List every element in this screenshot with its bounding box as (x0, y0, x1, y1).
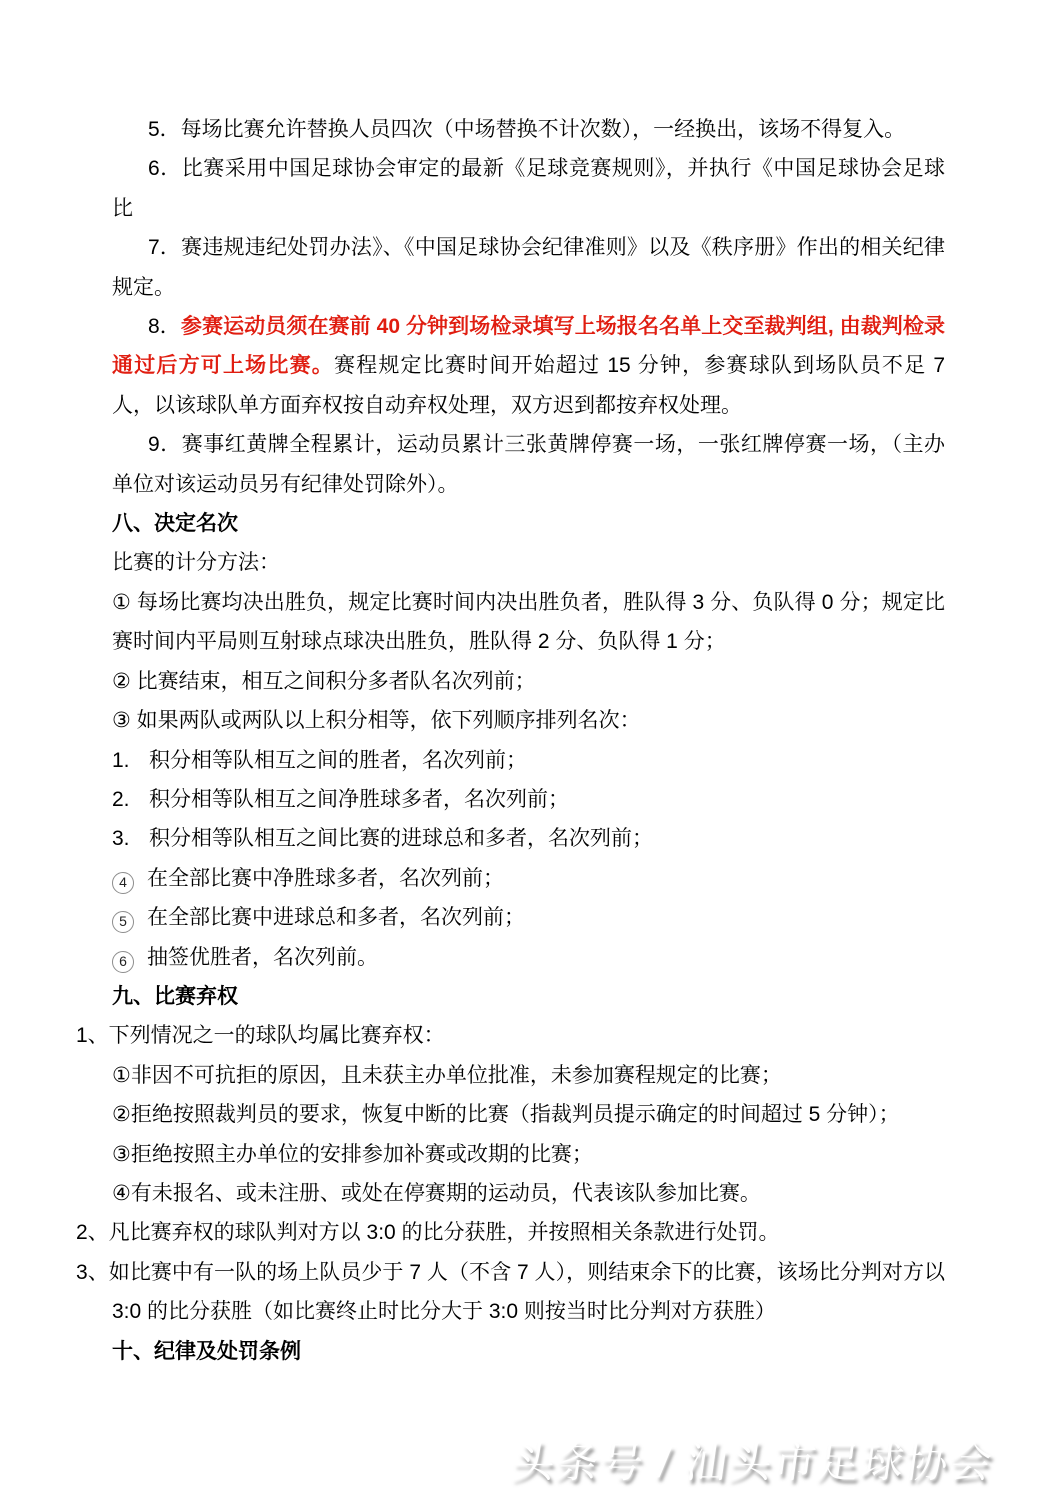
scoring-rule-2: ② 比赛结束，相互之间积分多者队名次列前； (112, 669, 536, 693)
tiebreak-2-text: 积分相等队相互之间净胜球多者，名次列前； (149, 787, 569, 811)
circled-6-marker: 6 (112, 951, 134, 973)
tiebreak-rule-2 (112, 780, 945, 819)
forfeit-condition-4: ④有未报名、或未注册、或处在停赛期的运动员，代表该队参加比赛。 (112, 1181, 761, 1205)
rule-6-paragraph: 6．比赛采用中国足球协会审定的最新《足球竞赛规则》，并执行《中国足球协会足球比 (112, 157, 945, 220)
scoring-method-intro: 比赛的计分方法： (112, 551, 280, 575)
forfeit-rule-3: 3、如比赛中有一队的场上队员少于 7 人（不含 7 人），则结束余下的比赛，该场比分判对方以 3:0 的比分获胜（如比赛终止时比分大于 3:0 则按当时比分判对方获胜） (76, 1260, 945, 1324)
forfeit-rule-2: 2、凡比赛弃权的球队判对方以 3:0 的比分获胜，并按照相关条款进行处罚。 (76, 1221, 780, 1245)
section-10-heading: 十、纪律及处罚条例 (112, 1339, 301, 1363)
tiebreak-2-marker: 2. (112, 787, 130, 811)
rule-5-paragraph: 5．每场比赛允许替换人员四次（中场替换不计次数），一经换出，该场不得复入。 (148, 118, 906, 141)
rule-9-paragraph: 9．赛事红黄牌全程累计，运动员累计三张黄牌停赛一场，一张红牌停赛一场，（主办单位对该运动员另有纪律处罚除外）。 (112, 433, 945, 496)
rank-rule-4-text: 在全部比赛中净胜球多者，名次列前； (147, 866, 504, 890)
forfeit-condition-2: ②拒绝按照裁判员的要求，恢复中断的比赛（指裁判员提示确定的时间超过 5 分钟）； (112, 1103, 900, 1127)
section-9-heading: 九、比赛弃权 (112, 984, 238, 1008)
circled-4-marker: 4 (112, 872, 134, 894)
forfeit-rule-1: 1、下列情况之一的球队均属比赛弃权： (76, 1024, 445, 1048)
tiebreak-1-text: 积分相等队相互之间的胜者，名次列前； (149, 748, 527, 772)
rank-rule-5 (112, 898, 945, 937)
rule-8-number: 8． (148, 315, 181, 339)
rule-7-paragraph: 7．赛违规违纪处罚办法》、《中国足球协会纪律准则》以及《秩序册》作出的相关纪律规定。 (112, 236, 945, 299)
rank-rule-6-text: 抽签优胜者，名次列前。 (147, 945, 378, 969)
rule-8-red-text: 参赛运动员须在赛前 40 分钟到场检录填写上场报名名单上交至裁判组, 由裁判检录通过后方可上场比赛。 (112, 315, 945, 378)
rules-document (76, 110, 945, 1371)
rank-rule-6 (112, 938, 945, 977)
circled-5-marker: 5 (112, 911, 134, 933)
rank-rule-5-text: 在全部比赛中进球总和多者，名次列前； (147, 906, 525, 930)
section-8-heading: 八、决定名次 (112, 512, 238, 536)
scoring-rule-1: ① 每场比赛均决出胜负，规定比赛时间内决出胜负者，胜队得 3 分、负队得 0 分；规定比赛时间内平局则互射球点球决出胜负，胜队得 2 分、负队得 1 分； (112, 590, 945, 654)
tiebreak-3-text: 积分相等队相互之间比赛的进球总和多者，名次列前； (149, 827, 653, 851)
rank-rule-4 (112, 859, 945, 898)
tiebreak-1-marker: 1. (112, 748, 130, 772)
tiebreak-rule-3 (112, 819, 945, 858)
forfeit-condition-3: ③拒绝按照主办单位的安排参加补赛或改期的比赛； (112, 1142, 593, 1166)
rule-8-black-text: 赛程规定比赛时间开始超过 15 分钟，参赛球队到场队员不足 7 人，以该球队单方面弃权按自动弃权处理，双方迟到都按弃权处理。 (112, 354, 945, 417)
tiebreak-3-marker: 3. (112, 827, 130, 851)
scoring-rule-3: ③ 如果两队或两队以上积分相等，依下列顺序排列名次： (112, 709, 641, 733)
forfeit-condition-1: ①非因不可抗拒的原因，且未获主办单位批准，未参加赛程规定的比赛； (112, 1063, 782, 1087)
rule-8-paragraph (112, 307, 945, 425)
toutiao-watermark: 头条号 / 汕头市足球协会 (509, 1439, 997, 1486)
tiebreak-rule-1 (112, 741, 945, 780)
